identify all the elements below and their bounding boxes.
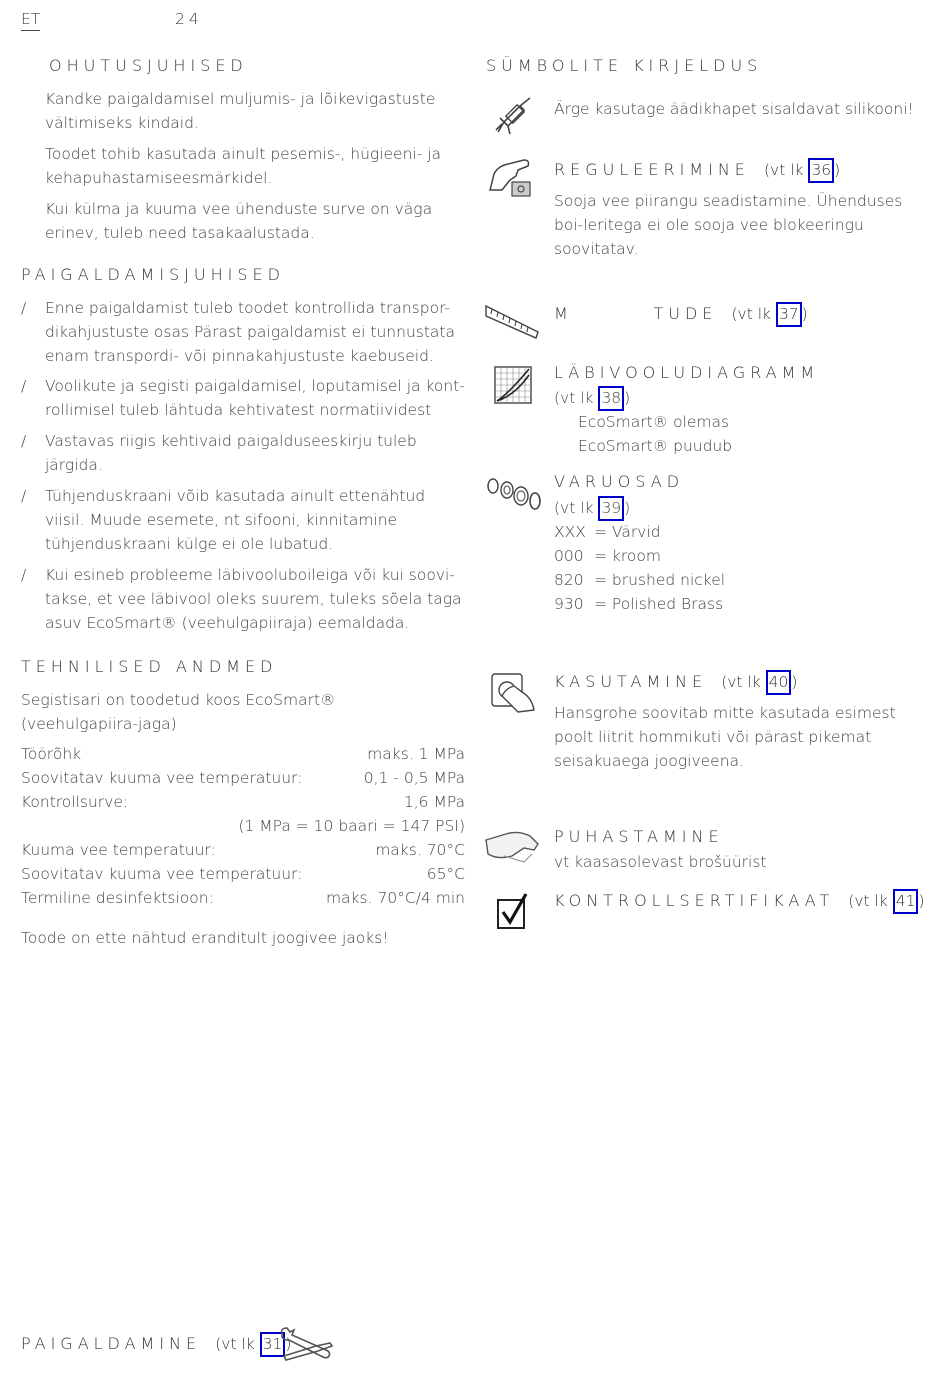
parts-title: VARUOSAD [554, 472, 685, 491]
table-row [21, 814, 465, 838]
page-link-36[interactable]: 36 [808, 158, 834, 183]
list-item [21, 563, 466, 635]
parts-codes [554, 520, 725, 616]
row-label: Kuuma vee temperatuur: [21, 841, 216, 859]
ref-suffix: ) [791, 673, 798, 691]
table-row [21, 766, 465, 790]
row-value: (1 MPa = 10 baari = 147 PSI) [238, 817, 465, 835]
row-label: Termiline desinfektsioon: [21, 889, 214, 907]
bullet: / [21, 432, 27, 450]
flow-diagram-icon [493, 365, 533, 405]
ref-prefix: (vt lk [554, 499, 599, 517]
list-item-text: Voolikute ja segisti paigaldamisel, loputamisel ja kont-rollimisel tuleb lähtuda kehtivatest normatiividest [45, 377, 465, 419]
cleaning-title: PUHASTAMINE [554, 827, 724, 846]
part-code: 930 [554, 595, 584, 613]
list-item-text: Tühjenduskraani võib kasutada ainult ettenähtud viisil. Muude esemete, nt sifooni, kinnitamine tühjenduskraani külge ei ole lubatud. [45, 487, 426, 553]
use-text: Hansgrohe soovitab mitte kasutada esimest poolt liitrit hommikuti või pärast pikemat seisakuaega joogiveena. [554, 704, 896, 770]
page-link-39[interactable]: 39 [598, 496, 624, 521]
measures-ref [732, 305, 808, 323]
list-item-text: Vastavas riigis kehtivaid paigalduseeskirju tuleb järgida. [45, 432, 417, 474]
hand-operating-faucet-icon [488, 670, 536, 714]
list-item-text: Enne paigaldamist tuleb toodet kontrollida transpor-dikahjustuste osas Pärast paigaldamist ei tunnustata enam transpordi- või pinnakahjustuste kaebuseid. [45, 299, 455, 365]
drinking-water-note: Toode on ette nähtud eranditult joogivee jaoks! [21, 929, 389, 947]
part-desc: = brushed nickel [594, 571, 726, 589]
row-value: 0,1 - 0,5 MPa [363, 769, 465, 787]
page-link-38[interactable]: 38 [598, 386, 624, 411]
safety-paragraph: Kandke paigaldamisel muljumis- ja lõikevigastuste vältimiseks kindaid. [45, 90, 436, 132]
adjust-title: REGULEERIMINE [554, 160, 750, 179]
bullet: / [21, 377, 27, 395]
table-row [21, 742, 465, 766]
part-code: 820 [554, 571, 584, 589]
use-ref [721, 673, 797, 691]
temperature-adjust-icon [488, 156, 536, 200]
install-guidelines-list [21, 296, 466, 635]
part-desc: = Värvid [594, 523, 661, 541]
cert-heading [554, 889, 925, 914]
row-value: maks. 1 MPa [367, 745, 465, 763]
ref-prefix: (vt lk [848, 892, 893, 910]
ref-suffix: ) [918, 892, 925, 910]
use-title: KASUTAMINE [554, 672, 708, 691]
list-item [21, 429, 466, 484]
part-code: XXX [554, 523, 586, 541]
tech-intro: Segistisari on toodetud koos EcoSmart® (veehulgapiira-jaga) [21, 691, 336, 733]
safety-paragraph: Toodet tohib kasutada ainult pesemis-, hügieeni- ja kehapuhastamiseesmärkidel. [45, 145, 442, 187]
safety-section [45, 87, 450, 245]
checkbox-checked-icon [496, 892, 530, 930]
table-row [21, 886, 465, 910]
ref-prefix: (vt lk [215, 1335, 260, 1353]
bullet: / [21, 299, 27, 317]
list-item [554, 520, 725, 544]
cleaning-text: vt kaasasolevast brošüürist [554, 853, 767, 871]
cert-ref [848, 892, 924, 910]
ref-prefix: (vt lk [554, 389, 599, 407]
parts-ref [554, 496, 630, 521]
mounting-title: PAIGALDAMINE [21, 1334, 202, 1353]
install-guidelines-title: PAIGALDAMISJUHISED [21, 265, 285, 284]
tech-data-title: TEHNILISED ANDMED [21, 657, 278, 676]
row-label: Soovitatav kuuma vee temperatuur: [21, 769, 303, 787]
flow-line-ecosmart-absent: EcoSmart® puudub [578, 437, 733, 455]
mounting-heading [21, 1332, 291, 1357]
table-row [21, 790, 465, 814]
silicone-gun-icon [490, 94, 534, 138]
page-link-40[interactable]: 40 [766, 670, 792, 695]
adjust-text: Sooja vee piirangu seadistamine. Ühenduses boi-leritega ei ole sooja vee blokeeringu soovitatav. [554, 192, 903, 258]
adjust-ref [764, 161, 840, 179]
page-number: 24 [175, 10, 203, 28]
list-item [21, 374, 466, 429]
page-link-31[interactable]: 31 [260, 1332, 286, 1357]
spare-parts-icon [485, 474, 543, 514]
part-desc: = kroom [594, 547, 661, 565]
part-code: 000 [554, 547, 584, 565]
ruler-icon [484, 302, 540, 342]
page-link-41[interactable]: 41 [893, 889, 919, 914]
bullet: / [21, 566, 27, 584]
adjust-heading [554, 158, 840, 183]
list-item [21, 296, 466, 374]
safety-paragraph: Kui külma ja kuuma vee ühenduste surve on väga erinev, tuleb need tasakaalustada. [45, 200, 433, 242]
use-heading [554, 670, 797, 695]
list-item [554, 568, 725, 592]
cert-title: KONTROLLSERTIFIKAAT [554, 891, 835, 910]
table-row [21, 838, 465, 862]
ref-suffix: ) [624, 389, 631, 407]
row-value: maks. 70°C/4 min [325, 889, 465, 907]
tech-data-table [21, 742, 465, 910]
measures-heading [554, 302, 808, 327]
list-item [554, 592, 725, 616]
symbols-title: SÜMBOLITE KIRJELDUS [486, 56, 763, 75]
ref-suffix: ) [834, 161, 841, 179]
ref-suffix: ) [624, 499, 631, 517]
language-code: ET [21, 8, 40, 31]
cleaning-hand-icon [484, 826, 542, 866]
flow-title: LÄBIVOOLUDIAGRAMM [554, 363, 820, 382]
list-item [554, 544, 725, 568]
flow-ref [554, 386, 630, 411]
part-desc: = Polished Brass [594, 595, 724, 613]
ref-suffix: ) [285, 1335, 292, 1353]
row-label: Soovitatav kuuma vee temperatuur: [21, 865, 303, 883]
row-value: 1,6 MPa [403, 793, 465, 811]
page-link-37[interactable]: 37 [776, 302, 802, 327]
measures-title: M TUDE [554, 304, 718, 323]
row-label: Töörõhk [21, 745, 82, 763]
safety-title: OHUTUSJUHISED [49, 56, 248, 75]
table-row [21, 862, 465, 886]
ref-prefix: (vt lk [721, 673, 766, 691]
bullet: / [21, 487, 27, 505]
silicone-warning: Ärge kasutage äädikhapet sisaldavat silikooni! [554, 100, 914, 118]
row-value: 65°C [426, 865, 465, 883]
flow-line-ecosmart-present: EcoSmart® olemas [578, 413, 730, 431]
row-label: Kontrollsurve: [21, 793, 129, 811]
row-value: maks. 70°C [375, 841, 465, 859]
list-item [21, 484, 466, 563]
ref-prefix: (vt lk [764, 161, 809, 179]
wrench-screwdriver-icon [278, 1326, 334, 1364]
list-item-text: Kui esineb probleeme läbivooluboileiga või kui soovi-takse, et vee läbivool oleks suurem, tuleks sõela taga asuv EcoSmart® (veehulgapiiraja) eemaldada. [45, 566, 462, 632]
ref-prefix: (vt lk [731, 305, 776, 323]
ref-suffix: ) [801, 305, 808, 323]
